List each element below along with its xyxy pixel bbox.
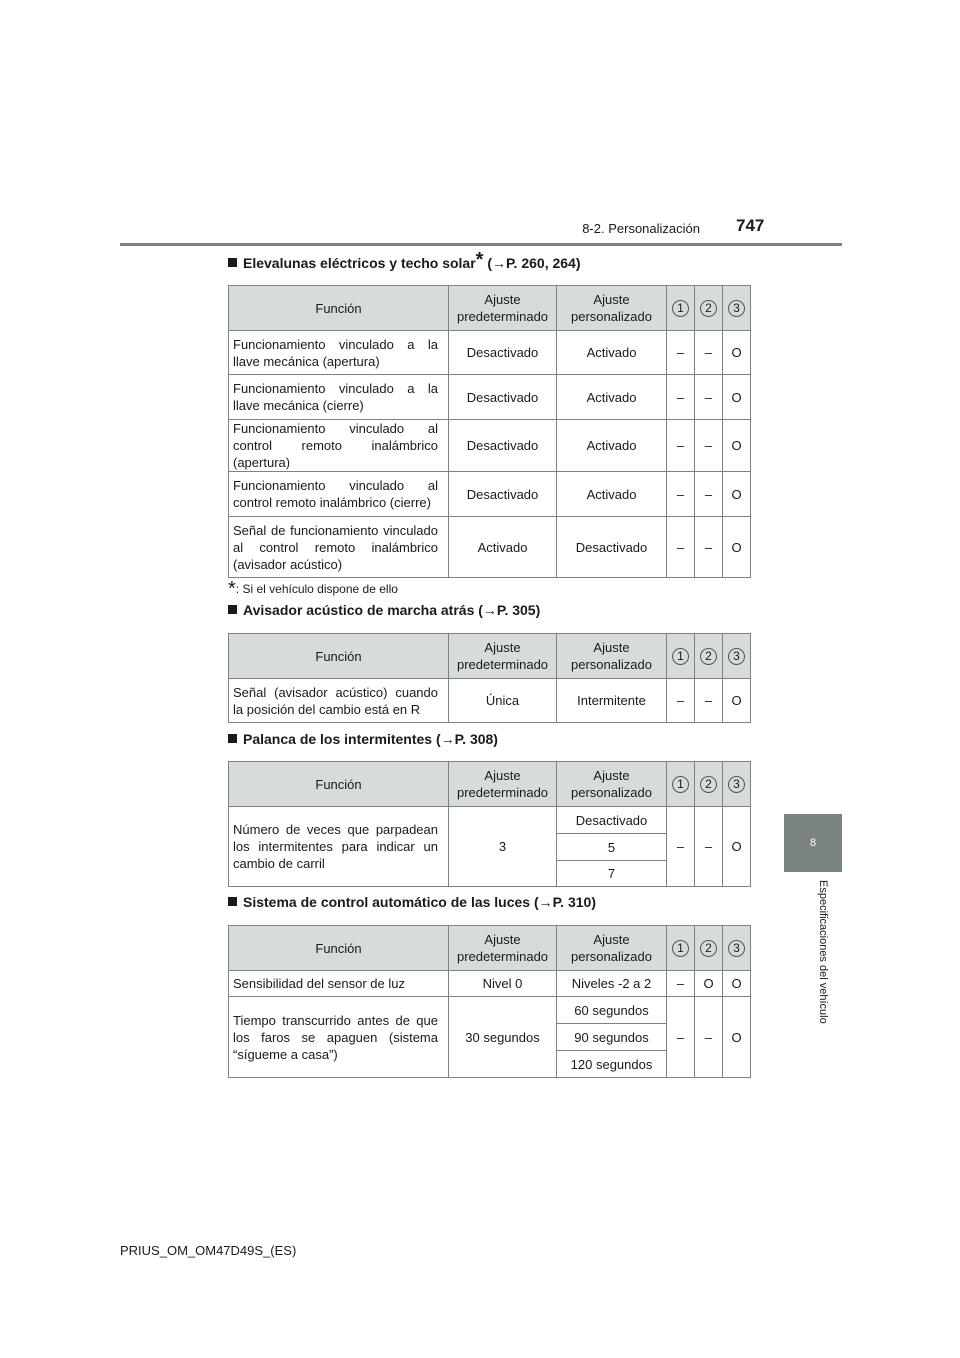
chapter-title: Especificaciones del vehículo xyxy=(817,880,829,1024)
table-row: Funcionamiento vinculado a la llave mecánica (apertura) Desactivado Activado – – O xyxy=(229,331,751,375)
circled-3-icon: 3 xyxy=(728,648,745,665)
header-function: Función xyxy=(229,286,449,331)
section-heading-turn-signal: Palanca de los intermitentes (→P. 308) xyxy=(228,731,498,747)
table-windows xyxy=(228,285,751,578)
table-row: Funcionamiento vinculado al control remoto inalámbrico (cierre) Desactivado Activado – – O xyxy=(229,472,751,517)
footnote: *: Si el vehículo dispone de ello xyxy=(228,578,398,600)
circled-1-icon: 1 xyxy=(672,776,689,793)
table-row: Funcionamiento vinculado al control remoto inalámbrico (apertura) Desactivado Activado – – O xyxy=(229,420,751,472)
circled-1-icon: 1 xyxy=(672,300,689,317)
table-header-row: Función Ajuste predeterminado Ajuste personalizado 1 2 3 xyxy=(229,634,751,679)
circled-3-icon: 3 xyxy=(728,300,745,317)
circled-1-icon: 1 xyxy=(672,940,689,957)
square-bullet-icon xyxy=(228,897,237,906)
table-row: Número de veces que parpadean los intermitentes para indicar un cambio de carril 3 Desactivado – – O xyxy=(229,807,751,834)
circled-3-icon: 3 xyxy=(728,776,745,793)
table-row: Tiempo transcurrido antes de que los faros se apaguen (sistema “sígueme a casa”) 30 segundos 60 segundos – – O xyxy=(229,997,751,1024)
asterisk-mark: * xyxy=(228,578,236,600)
section-heading-reverse-buzzer: Avisador acústico de marcha atrás (→P. 305) xyxy=(228,602,540,618)
square-bullet-icon xyxy=(228,605,237,614)
chapter-side-label xyxy=(813,880,833,1055)
chapter-tab[interactable] xyxy=(784,814,842,872)
circled-2-icon: 2 xyxy=(700,776,717,793)
header-n1 xyxy=(667,286,695,331)
circled-1-icon: 1 xyxy=(672,648,689,665)
header-custom: Ajuste personalizado xyxy=(557,286,667,331)
header-divider xyxy=(120,243,842,246)
table-subrow: 5 xyxy=(229,834,751,861)
header-default: Ajuste predeterminado xyxy=(449,286,557,331)
table-header-row: Función Ajuste predeterminado Ajuste personalizado 1 2 3 xyxy=(229,926,751,971)
table-row: Señal de funcionamiento vinculado al control remoto inalámbrico (avisador acústico) Activado Desactivado – – O xyxy=(229,517,751,578)
table-subrow: 7 xyxy=(229,861,751,887)
section-heading-windows: Elevalunas eléctricos y techo solar* (→P. 260, 264) xyxy=(228,255,581,271)
table-reverse-buzzer xyxy=(228,633,751,723)
circled-2-icon: 2 xyxy=(700,648,717,665)
header-n3 xyxy=(723,286,751,331)
table-header-row xyxy=(229,286,751,331)
header-n2 xyxy=(695,286,723,331)
table-row: Funcionamiento vinculado a la llave mecánica (cierre) Desactivado Activado – – O xyxy=(229,375,751,420)
circled-3-icon: 3 xyxy=(728,940,745,957)
table-auto-lights xyxy=(228,925,751,1078)
table-subrow: 120 segundos xyxy=(229,1051,751,1078)
document-code: PRIUS_OM_OM47D49S_(ES) xyxy=(120,1243,297,1258)
table-turn-signal xyxy=(228,761,751,887)
page-number: 747 xyxy=(736,216,765,235)
table-row: Sensibilidad del sensor de luz Nivel 0 Niveles -2 a 2 – O O xyxy=(229,971,751,997)
table-subrow: 90 segundos xyxy=(229,1024,751,1051)
square-bullet-icon xyxy=(228,734,237,743)
chapter-number: 8 xyxy=(809,837,817,849)
circled-2-icon: 2 xyxy=(700,300,717,317)
section-title: 8-2. Personalización xyxy=(582,221,700,236)
section-heading-auto-lights: Sistema de control automático de las luces (→P. 310) xyxy=(228,894,596,910)
circled-2-icon: 2 xyxy=(700,940,717,957)
asterisk-mark: * xyxy=(475,249,484,271)
table-header-row: Función Ajuste predeterminado Ajuste personalizado 1 2 3 xyxy=(229,762,751,807)
square-bullet-icon xyxy=(228,258,237,267)
table-row: Señal (avisador acústico) cuando la posición del cambio está en R Única Intermitente – – O xyxy=(229,679,751,723)
